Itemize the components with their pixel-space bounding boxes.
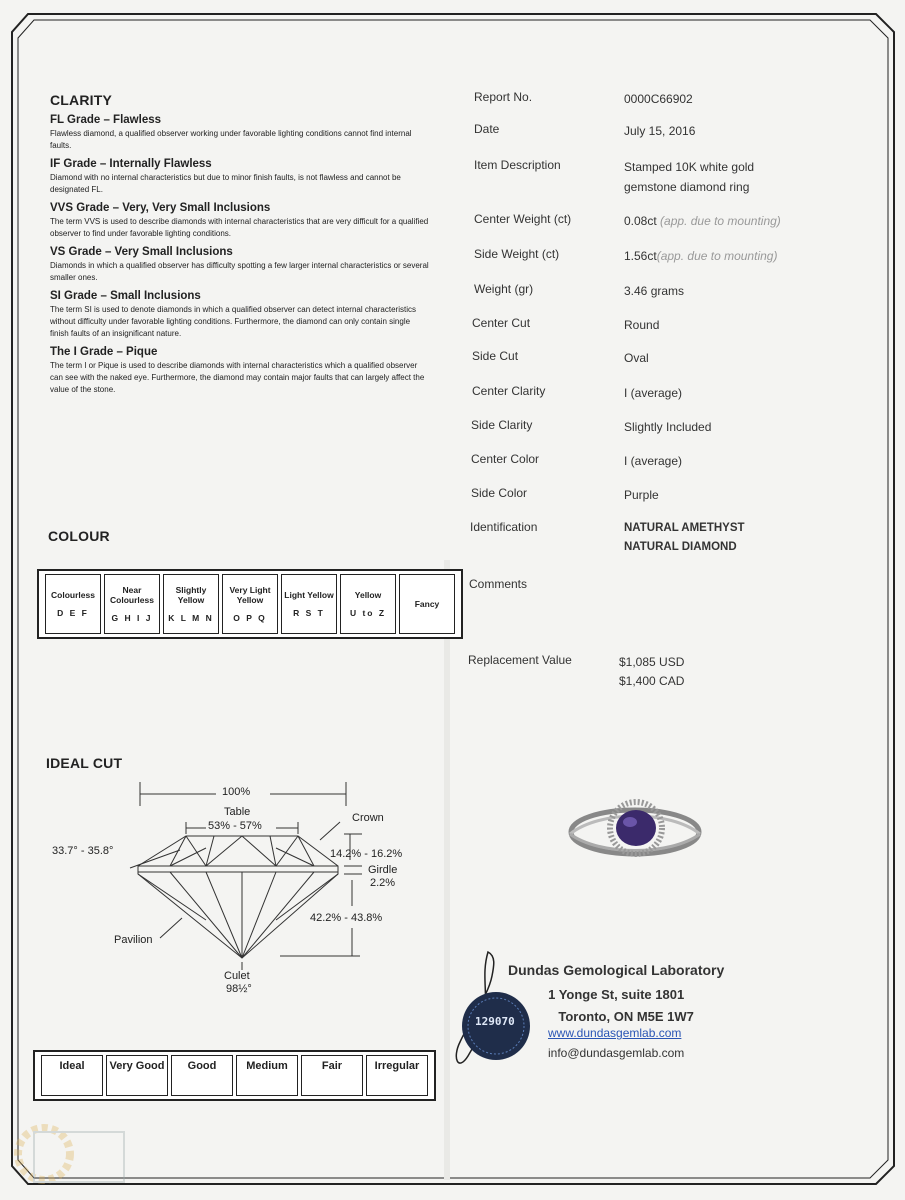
side-weight-label: Side Weight (ct) (474, 247, 560, 261)
crown-height-label: 14.2% - 16.2% (330, 848, 403, 860)
cut-grade-cell: Good (171, 1055, 233, 1096)
side-color-value: Purple (624, 488, 659, 502)
lab-address (508, 984, 724, 1028)
ring-photo (560, 790, 710, 880)
cut-grade-cell: Ideal (41, 1055, 103, 1096)
center-weight-label: Center Weight (ct) (474, 212, 572, 226)
pavilion-label: Pavilion (114, 934, 153, 946)
cut-grade-cell: Medium (236, 1055, 298, 1096)
cut-grade-cell: Irregular (366, 1055, 428, 1096)
weight-label: Weight (gr) (474, 282, 534, 296)
date-label: Date (474, 122, 500, 136)
lab-address-line2: Toronto, ON M5E 1W7 (558, 1009, 694, 1024)
colour-name: Slightly Yellow (175, 585, 207, 605)
cut-grade-cell: Very Good (106, 1055, 168, 1096)
grade-title: IF Grade – Internally Flawless (50, 158, 212, 170)
lab-website-link[interactable]: www.dundasgemlab.com (548, 1026, 682, 1040)
lab-info (508, 962, 725, 1060)
report-no-label: Report No. (474, 90, 533, 104)
colour-letters: G H I J (111, 613, 153, 623)
grade-title: SI Grade – Small Inclusions (50, 290, 201, 302)
cut-grade-table (33, 1050, 436, 1101)
replacement-value-label: Replacement Value (468, 653, 572, 667)
grade-title: VS Grade – Very Small Inclusions (50, 246, 233, 258)
center-clarity-value: I (average) (624, 386, 683, 400)
grade-desc: The term I or Pique is used to describe diamonds with internal characteristics which a qualified observer can see with the naked eye. Furthermore, the diamond may contain major faults that can largely affect the value of the stone. (50, 361, 425, 394)
grade-title: VVS Grade – Very, Very Small Inclusions (50, 202, 271, 214)
colour-name: Colourless (51, 590, 95, 600)
colour-letters: K L M N (168, 613, 214, 623)
colour-name: Light Yellow (284, 590, 334, 600)
girdle-label: Girdle (368, 864, 398, 876)
center-cut-value: Round (624, 318, 660, 332)
cut-grade-cell: Fair (301, 1055, 363, 1096)
replacement-value-cad: $1,400 CAD (619, 674, 685, 688)
clarity-heading: CLARITY (50, 92, 113, 108)
center-color-value: I (average) (624, 454, 683, 468)
crown-label: Crown (352, 812, 384, 824)
colour-heading: COLOUR (48, 528, 110, 544)
culet-value-label: 98½° (226, 983, 252, 995)
grade-desc: Diamond with no internal characteristics but due to minor finish faults, is not flawless and cannot be designated FL. (50, 173, 401, 194)
side-weight-note: (app. due to mounting) (656, 249, 778, 263)
side-color-label: Side Color (471, 486, 528, 500)
comments-label: Comments (469, 577, 528, 591)
center-weight-note: (app. due to mounting) (660, 214, 781, 228)
ideal-cut-heading: IDEAL CUT (46, 755, 123, 771)
side-cut-label: Side Cut (472, 349, 519, 363)
pavilion-depth-label: 42.2% - 43.8% (310, 912, 383, 924)
colour-letters: O P Q (233, 613, 267, 623)
item-description-value: Stamped 10K white gold (624, 160, 755, 174)
colour-name: Very Light Yellow (229, 585, 271, 605)
item-description-label: Item Description (474, 158, 561, 172)
identification-label: Identification (470, 520, 538, 534)
center-weight-value: 0.08ct (624, 214, 657, 228)
crown-angle-label: 33.7° - 35.8° (52, 845, 114, 857)
identification-value-line2: NATURAL DIAMOND (624, 541, 737, 553)
grade-desc: Flawless diamond, a qualified observer working under favorable lighting conditions cannot find internal faults. (50, 129, 412, 150)
culet-label: Culet (224, 970, 250, 982)
lab-address-line1: 1 Yonge St, suite 1801 (548, 987, 685, 1002)
side-clarity-label: Side Clarity (471, 418, 533, 432)
girdle-value-label: 2.2% (370, 877, 396, 889)
side-weight-row (624, 249, 777, 263)
weight-value: 3.46 grams (624, 284, 685, 298)
center-cut-label: Center Cut (472, 316, 531, 330)
colour-letters: R S T (293, 608, 325, 618)
grade-title: The I Grade – Pique (50, 346, 158, 358)
report-no-value: 0000C66902 (624, 92, 693, 106)
lab-email: info@dundasgemlab.com (548, 1046, 685, 1060)
grade-desc: The term VVS is used to describe diamonds with internal characteristics that are very difficult for a qualified observer to find under favorable lighting conditions. (50, 217, 429, 238)
seal-number: 129070 (475, 1015, 515, 1028)
side-weight-value: 1.56ct (624, 249, 657, 263)
grade-desc: The term SI is used to denote diamonds in which a qualified observer can detect internal characteristics without difficulty under favorable lighting conditions. Furthermore, the diamond can only contain single finish faults of an insignificant nature. (50, 305, 416, 338)
width-label: 100% (222, 786, 251, 798)
center-weight-row (624, 214, 781, 228)
side-clarity-value: Slightly Included (624, 420, 712, 434)
colour-name: Fancy (414, 599, 440, 609)
item-description-value-line2: gemstone diamond ring (624, 180, 750, 194)
colour-name: Near Colourless (110, 585, 154, 605)
colour-letters: D E F (57, 608, 89, 618)
colour-name: Yellow (354, 590, 382, 600)
watermark-logo (14, 1112, 134, 1192)
identification-value: NATURAL AMETHYST (624, 522, 745, 534)
side-cut-value: Oval (624, 351, 649, 365)
date-value: July 15, 2016 (624, 124, 696, 138)
center-color-label: Center Color (471, 452, 540, 466)
colour-letters: U to Z (349, 608, 387, 618)
center-clarity-label: Center Clarity (472, 384, 546, 398)
grade-desc: Diamonds in which a qualified observer has difficulty spotting a few larger internal characteristics or several smaller ones. (50, 261, 429, 282)
table-label: Table (224, 806, 251, 818)
lab-name: Dundas Gemological Laboratory (508, 962, 725, 978)
replacement-value-usd: $1,085 USD (619, 655, 685, 669)
grade-title: FL Grade – Flawless (50, 114, 162, 126)
table-range-label: 53% - 57% (208, 820, 262, 832)
